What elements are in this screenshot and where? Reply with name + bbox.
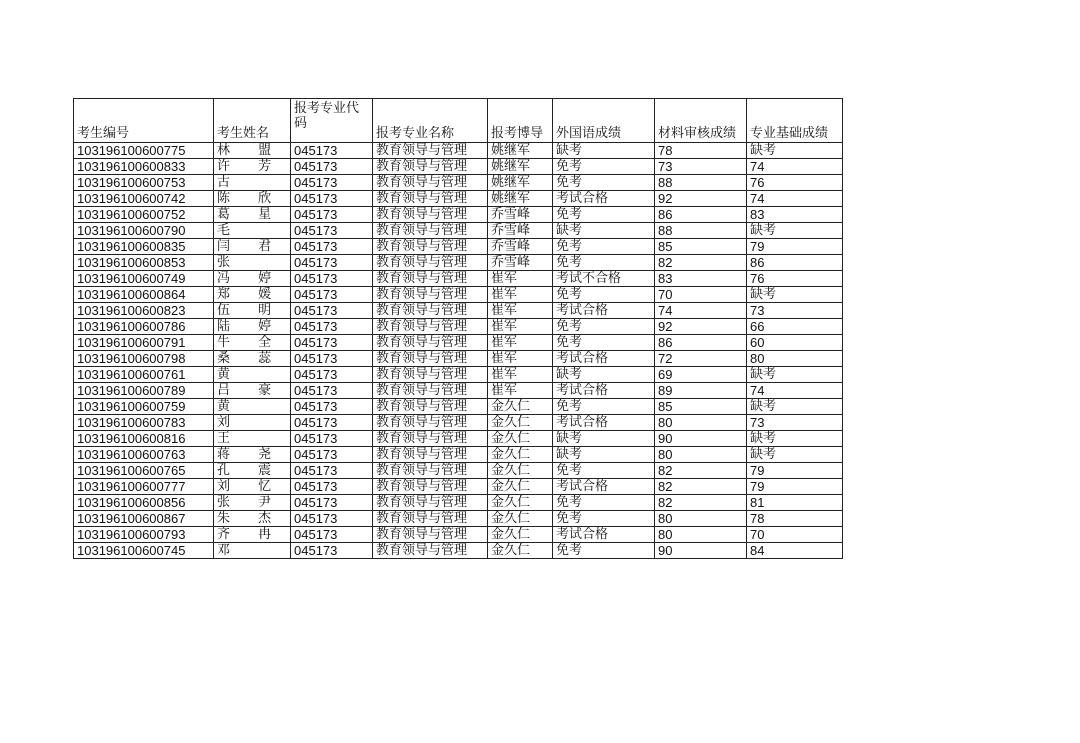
candidate-name-cell: 陆 婷: [214, 319, 291, 335]
candidate-name-cell: 郑 媛: [214, 287, 291, 303]
material-review-score-cell: 82: [655, 463, 747, 479]
candidate-name-cell: 古: [214, 175, 291, 191]
major-name-cell: 教育领导与管理: [373, 335, 488, 351]
header-major-basics-score: 专业基础成绩: [747, 99, 843, 143]
table-row: [74, 191, 843, 207]
foreign-language-score-cell: 免考: [553, 511, 655, 527]
supervisor-cell: 崔军: [488, 351, 553, 367]
material-review-score-cell: 73: [655, 159, 747, 175]
candidate-name-cell: 蒋 尧: [214, 447, 291, 463]
major-name-cell: 教育领导与管理: [373, 239, 488, 255]
supervisor-cell: 金久仁: [488, 527, 553, 543]
candidate-name-cell: 刘: [214, 415, 291, 431]
candidate-name-cell: 许 芳: [214, 159, 291, 175]
foreign-language-score-cell: 考试合格: [553, 527, 655, 543]
major-basics-score-cell: 缺考: [747, 431, 843, 447]
candidate-id-cell: 103196100600783: [74, 415, 214, 431]
candidate-id-cell: 103196100600823: [74, 303, 214, 319]
header-material-review-score: 材料审核成绩: [655, 99, 747, 143]
candidate-name-cell: 黄: [214, 367, 291, 383]
foreign-language-score-cell: 考试合格: [553, 383, 655, 399]
major-basics-score-cell: 79: [747, 479, 843, 495]
material-review-score-cell: 86: [655, 207, 747, 223]
major-code-cell: 045173: [291, 431, 373, 447]
major-code-cell: 045173: [291, 271, 373, 287]
major-code-cell: 045173: [291, 367, 373, 383]
major-code-cell: 045173: [291, 303, 373, 319]
candidate-id-cell: 103196100600745: [74, 543, 214, 559]
major-code-cell: 045173: [291, 463, 373, 479]
major-basics-score-cell: 74: [747, 383, 843, 399]
material-review-score-cell: 69: [655, 367, 747, 383]
major-basics-score-cell: 84: [747, 543, 843, 559]
supervisor-cell: 金久仁: [488, 431, 553, 447]
major-name-cell: 教育领导与管理: [373, 255, 488, 271]
table-row: [74, 479, 843, 495]
major-code-cell: 045173: [291, 175, 373, 191]
supervisor-cell: 崔军: [488, 319, 553, 335]
major-basics-score-cell: 缺考: [747, 223, 843, 239]
material-review-score-cell: 80: [655, 511, 747, 527]
major-name-cell: 教育领导与管理: [373, 319, 488, 335]
supervisor-cell: 金久仁: [488, 495, 553, 511]
foreign-language-score-cell: 考试不合格: [553, 271, 655, 287]
table-row: [74, 335, 843, 351]
candidate-id-cell: 103196100600835: [74, 239, 214, 255]
candidate-id-cell: 103196100600789: [74, 383, 214, 399]
supervisor-cell: 金久仁: [488, 447, 553, 463]
major-name-cell: 教育领导与管理: [373, 463, 488, 479]
supervisor-cell: 金久仁: [488, 511, 553, 527]
major-code-cell: 045173: [291, 239, 373, 255]
major-basics-score-cell: 76: [747, 271, 843, 287]
major-code-cell: 045173: [291, 335, 373, 351]
material-review-score-cell: 80: [655, 447, 747, 463]
major-name-cell: 教育领导与管理: [373, 479, 488, 495]
major-basics-score-cell: 78: [747, 511, 843, 527]
foreign-language-score-cell: 考试合格: [553, 303, 655, 319]
major-name-cell: 教育领导与管理: [373, 543, 488, 559]
material-review-score-cell: 89: [655, 383, 747, 399]
major-name-cell: 教育领导与管理: [373, 367, 488, 383]
table-row: [74, 431, 843, 447]
major-code-cell: 045173: [291, 207, 373, 223]
foreign-language-score-cell: 免考: [553, 335, 655, 351]
candidate-name-cell: 吕 豪: [214, 383, 291, 399]
major-code-cell: 045173: [291, 399, 373, 415]
candidate-name-cell: 朱 杰: [214, 511, 291, 527]
material-review-score-cell: 78: [655, 143, 747, 159]
candidate-id-cell: 103196100600749: [74, 271, 214, 287]
major-name-cell: 教育领导与管理: [373, 447, 488, 463]
candidate-id-cell: 103196100600761: [74, 367, 214, 383]
material-review-score-cell: 90: [655, 431, 747, 447]
major-basics-score-cell: 73: [747, 303, 843, 319]
table-row: [74, 351, 843, 367]
candidate-id-cell: 103196100600864: [74, 287, 214, 303]
supervisor-cell: 崔军: [488, 287, 553, 303]
foreign-language-score-cell: 免考: [553, 159, 655, 175]
material-review-score-cell: 82: [655, 479, 747, 495]
candidate-id-cell: 103196100600742: [74, 191, 214, 207]
candidate-name-cell: 毛: [214, 223, 291, 239]
foreign-language-score-cell: 缺考: [553, 367, 655, 383]
table-row: [74, 319, 843, 335]
candidate-id-cell: 103196100600752: [74, 207, 214, 223]
major-name-cell: 教育领导与管理: [373, 495, 488, 511]
major-basics-score-cell: 83: [747, 207, 843, 223]
supervisor-cell: 崔军: [488, 367, 553, 383]
major-basics-score-cell: 73: [747, 415, 843, 431]
table-row: [74, 399, 843, 415]
candidate-id-cell: 103196100600853: [74, 255, 214, 271]
candidate-id-cell: 103196100600753: [74, 175, 214, 191]
major-basics-score-cell: 缺考: [747, 447, 843, 463]
foreign-language-score-cell: 免考: [553, 319, 655, 335]
table-row: [74, 287, 843, 303]
candidate-id-cell: 103196100600816: [74, 431, 214, 447]
material-review-score-cell: 92: [655, 191, 747, 207]
supervisor-cell: 姚继军: [488, 175, 553, 191]
foreign-language-score-cell: 免考: [553, 495, 655, 511]
table-row: [74, 495, 843, 511]
header-candidate-name: 考生姓名: [214, 99, 291, 143]
table-row: [74, 175, 843, 191]
material-review-score-cell: 92: [655, 319, 747, 335]
major-name-cell: 教育领导与管理: [373, 415, 488, 431]
candidate-id-cell: 103196100600791: [74, 335, 214, 351]
candidate-id-cell: 103196100600765: [74, 463, 214, 479]
foreign-language-score-cell: 免考: [553, 463, 655, 479]
foreign-language-score-cell: 免考: [553, 239, 655, 255]
major-code-cell: 045173: [291, 319, 373, 335]
table-row: [74, 223, 843, 239]
major-code-cell: 045173: [291, 223, 373, 239]
major-code-cell: 045173: [291, 447, 373, 463]
foreign-language-score-cell: 考试合格: [553, 479, 655, 495]
material-review-score-cell: 82: [655, 255, 747, 271]
major-basics-score-cell: 缺考: [747, 287, 843, 303]
candidate-name-cell: 葛 星: [214, 207, 291, 223]
major-name-cell: 教育领导与管理: [373, 351, 488, 367]
candidate-name-cell: 邓: [214, 543, 291, 559]
major-code-cell: 045173: [291, 543, 373, 559]
material-review-score-cell: 88: [655, 223, 747, 239]
foreign-language-score-cell: 免考: [553, 399, 655, 415]
material-review-score-cell: 74: [655, 303, 747, 319]
major-name-cell: 教育领导与管理: [373, 287, 488, 303]
material-review-score-cell: 85: [655, 239, 747, 255]
material-review-score-cell: 80: [655, 527, 747, 543]
header-major-name: 报考专业名称: [373, 99, 488, 143]
table-row: [74, 447, 843, 463]
major-name-cell: 教育领导与管理: [373, 207, 488, 223]
major-basics-score-cell: 81: [747, 495, 843, 511]
supervisor-cell: 崔军: [488, 335, 553, 351]
table-row: [74, 383, 843, 399]
material-review-score-cell: 88: [655, 175, 747, 191]
table-row: [74, 239, 843, 255]
candidate-name-cell: 闫 君: [214, 239, 291, 255]
major-basics-score-cell: 缺考: [747, 143, 843, 159]
table-row: [74, 527, 843, 543]
supervisor-cell: 乔雪峰: [488, 239, 553, 255]
material-review-score-cell: 85: [655, 399, 747, 415]
table-row: [74, 271, 843, 287]
supervisor-cell: 金久仁: [488, 479, 553, 495]
table-row: [74, 415, 843, 431]
major-basics-score-cell: 70: [747, 527, 843, 543]
candidate-name-cell: 刘 忆: [214, 479, 291, 495]
major-name-cell: 教育领导与管理: [373, 511, 488, 527]
score-table: [73, 98, 843, 559]
material-review-score-cell: 80: [655, 415, 747, 431]
major-code-cell: 045173: [291, 415, 373, 431]
supervisor-cell: 乔雪峰: [488, 223, 553, 239]
major-code-cell: 045173: [291, 351, 373, 367]
candidate-id-cell: 103196100600856: [74, 495, 214, 511]
candidate-name-cell: 牛 全: [214, 335, 291, 351]
candidate-name-cell: 张: [214, 255, 291, 271]
supervisor-cell: 姚继军: [488, 191, 553, 207]
foreign-language-score-cell: 缺考: [553, 431, 655, 447]
major-basics-score-cell: 86: [747, 255, 843, 271]
candidate-name-cell: 桑 蕊: [214, 351, 291, 367]
material-review-score-cell: 90: [655, 543, 747, 559]
major-basics-score-cell: 80: [747, 351, 843, 367]
candidate-name-cell: 孔 震: [214, 463, 291, 479]
supervisor-cell: 乔雪峰: [488, 255, 553, 271]
major-name-cell: 教育领导与管理: [373, 223, 488, 239]
candidate-id-cell: 103196100600786: [74, 319, 214, 335]
table-row: [74, 303, 843, 319]
foreign-language-score-cell: 免考: [553, 287, 655, 303]
header-candidate-id: 考生编号: [74, 99, 214, 143]
foreign-language-score-cell: 免考: [553, 255, 655, 271]
major-name-cell: 教育领导与管理: [373, 271, 488, 287]
table-row: [74, 367, 843, 383]
candidate-id-cell: 103196100600777: [74, 479, 214, 495]
candidate-name-cell: 陈 欣: [214, 191, 291, 207]
candidate-id-cell: 103196100600790: [74, 223, 214, 239]
material-review-score-cell: 86: [655, 335, 747, 351]
major-name-cell: 教育领导与管理: [373, 383, 488, 399]
table-row: [74, 543, 843, 559]
major-code-cell: 045173: [291, 527, 373, 543]
major-name-cell: 教育领导与管理: [373, 191, 488, 207]
supervisor-cell: 金久仁: [488, 463, 553, 479]
candidate-id-cell: 103196100600867: [74, 511, 214, 527]
supervisor-cell: 姚继军: [488, 159, 553, 175]
major-code-cell: 045173: [291, 383, 373, 399]
major-code-cell: 045173: [291, 287, 373, 303]
candidate-name-cell: 林 盟: [214, 143, 291, 159]
foreign-language-score-cell: 缺考: [553, 143, 655, 159]
major-code-cell: 045173: [291, 159, 373, 175]
supervisor-cell: 乔雪峰: [488, 207, 553, 223]
material-review-score-cell: 70: [655, 287, 747, 303]
foreign-language-score-cell: 考试合格: [553, 191, 655, 207]
candidate-name-cell: 黄: [214, 399, 291, 415]
table-row: [74, 143, 843, 159]
supervisor-cell: 崔军: [488, 303, 553, 319]
foreign-language-score-cell: 考试合格: [553, 415, 655, 431]
candidate-id-cell: 103196100600798: [74, 351, 214, 367]
foreign-language-score-cell: 缺考: [553, 223, 655, 239]
candidate-name-cell: 齐 冉: [214, 527, 291, 543]
foreign-language-score-cell: 免考: [553, 543, 655, 559]
supervisor-cell: 金久仁: [488, 543, 553, 559]
major-name-cell: 教育领导与管理: [373, 431, 488, 447]
table-row: [74, 207, 843, 223]
candidate-name-cell: 王: [214, 431, 291, 447]
major-code-cell: 045173: [291, 479, 373, 495]
foreign-language-score-cell: 免考: [553, 175, 655, 191]
major-basics-score-cell: 74: [747, 159, 843, 175]
foreign-language-score-cell: 缺考: [553, 447, 655, 463]
major-basics-score-cell: 79: [747, 463, 843, 479]
major-basics-score-cell: 79: [747, 239, 843, 255]
supervisor-cell: 金久仁: [488, 415, 553, 431]
candidate-name-cell: 冯 婷: [214, 271, 291, 287]
header-row: [74, 99, 843, 143]
major-basics-score-cell: 74: [747, 191, 843, 207]
table-row: [74, 159, 843, 175]
major-code-cell: 045173: [291, 191, 373, 207]
header-major-code: 报考专业代码: [291, 99, 373, 143]
candidate-id-cell: 103196100600763: [74, 447, 214, 463]
candidate-id-cell: 103196100600793: [74, 527, 214, 543]
major-name-cell: 教育领导与管理: [373, 303, 488, 319]
major-code-cell: 045173: [291, 255, 373, 271]
supervisor-cell: 金久仁: [488, 399, 553, 415]
supervisor-cell: 姚继军: [488, 143, 553, 159]
candidate-name-cell: 伍 明: [214, 303, 291, 319]
material-review-score-cell: 83: [655, 271, 747, 287]
candidate-id-cell: 103196100600833: [74, 159, 214, 175]
major-basics-score-cell: 缺考: [747, 399, 843, 415]
major-code-cell: 045173: [291, 511, 373, 527]
major-name-cell: 教育领导与管理: [373, 143, 488, 159]
major-code-cell: 045173: [291, 143, 373, 159]
header-foreign-language-score: 外国语成绩: [553, 99, 655, 143]
table-row: [74, 255, 843, 271]
candidate-id-cell: 103196100600775: [74, 143, 214, 159]
major-name-cell: 教育领导与管理: [373, 159, 488, 175]
major-basics-score-cell: 缺考: [747, 367, 843, 383]
material-review-score-cell: 72: [655, 351, 747, 367]
major-basics-score-cell: 60: [747, 335, 843, 351]
supervisor-cell: 崔军: [488, 271, 553, 287]
major-name-cell: 教育领导与管理: [373, 399, 488, 415]
table-row: [74, 463, 843, 479]
candidate-name-cell: 张 尹: [214, 495, 291, 511]
major-name-cell: 教育领导与管理: [373, 175, 488, 191]
header-supervisor: 报考博导: [488, 99, 553, 143]
material-review-score-cell: 82: [655, 495, 747, 511]
table-row: [74, 511, 843, 527]
foreign-language-score-cell: 免考: [553, 207, 655, 223]
candidate-id-cell: 103196100600759: [74, 399, 214, 415]
major-basics-score-cell: 66: [747, 319, 843, 335]
foreign-language-score-cell: 考试合格: [553, 351, 655, 367]
supervisor-cell: 崔军: [488, 383, 553, 399]
major-basics-score-cell: 76: [747, 175, 843, 191]
major-code-cell: 045173: [291, 495, 373, 511]
major-name-cell: 教育领导与管理: [373, 527, 488, 543]
